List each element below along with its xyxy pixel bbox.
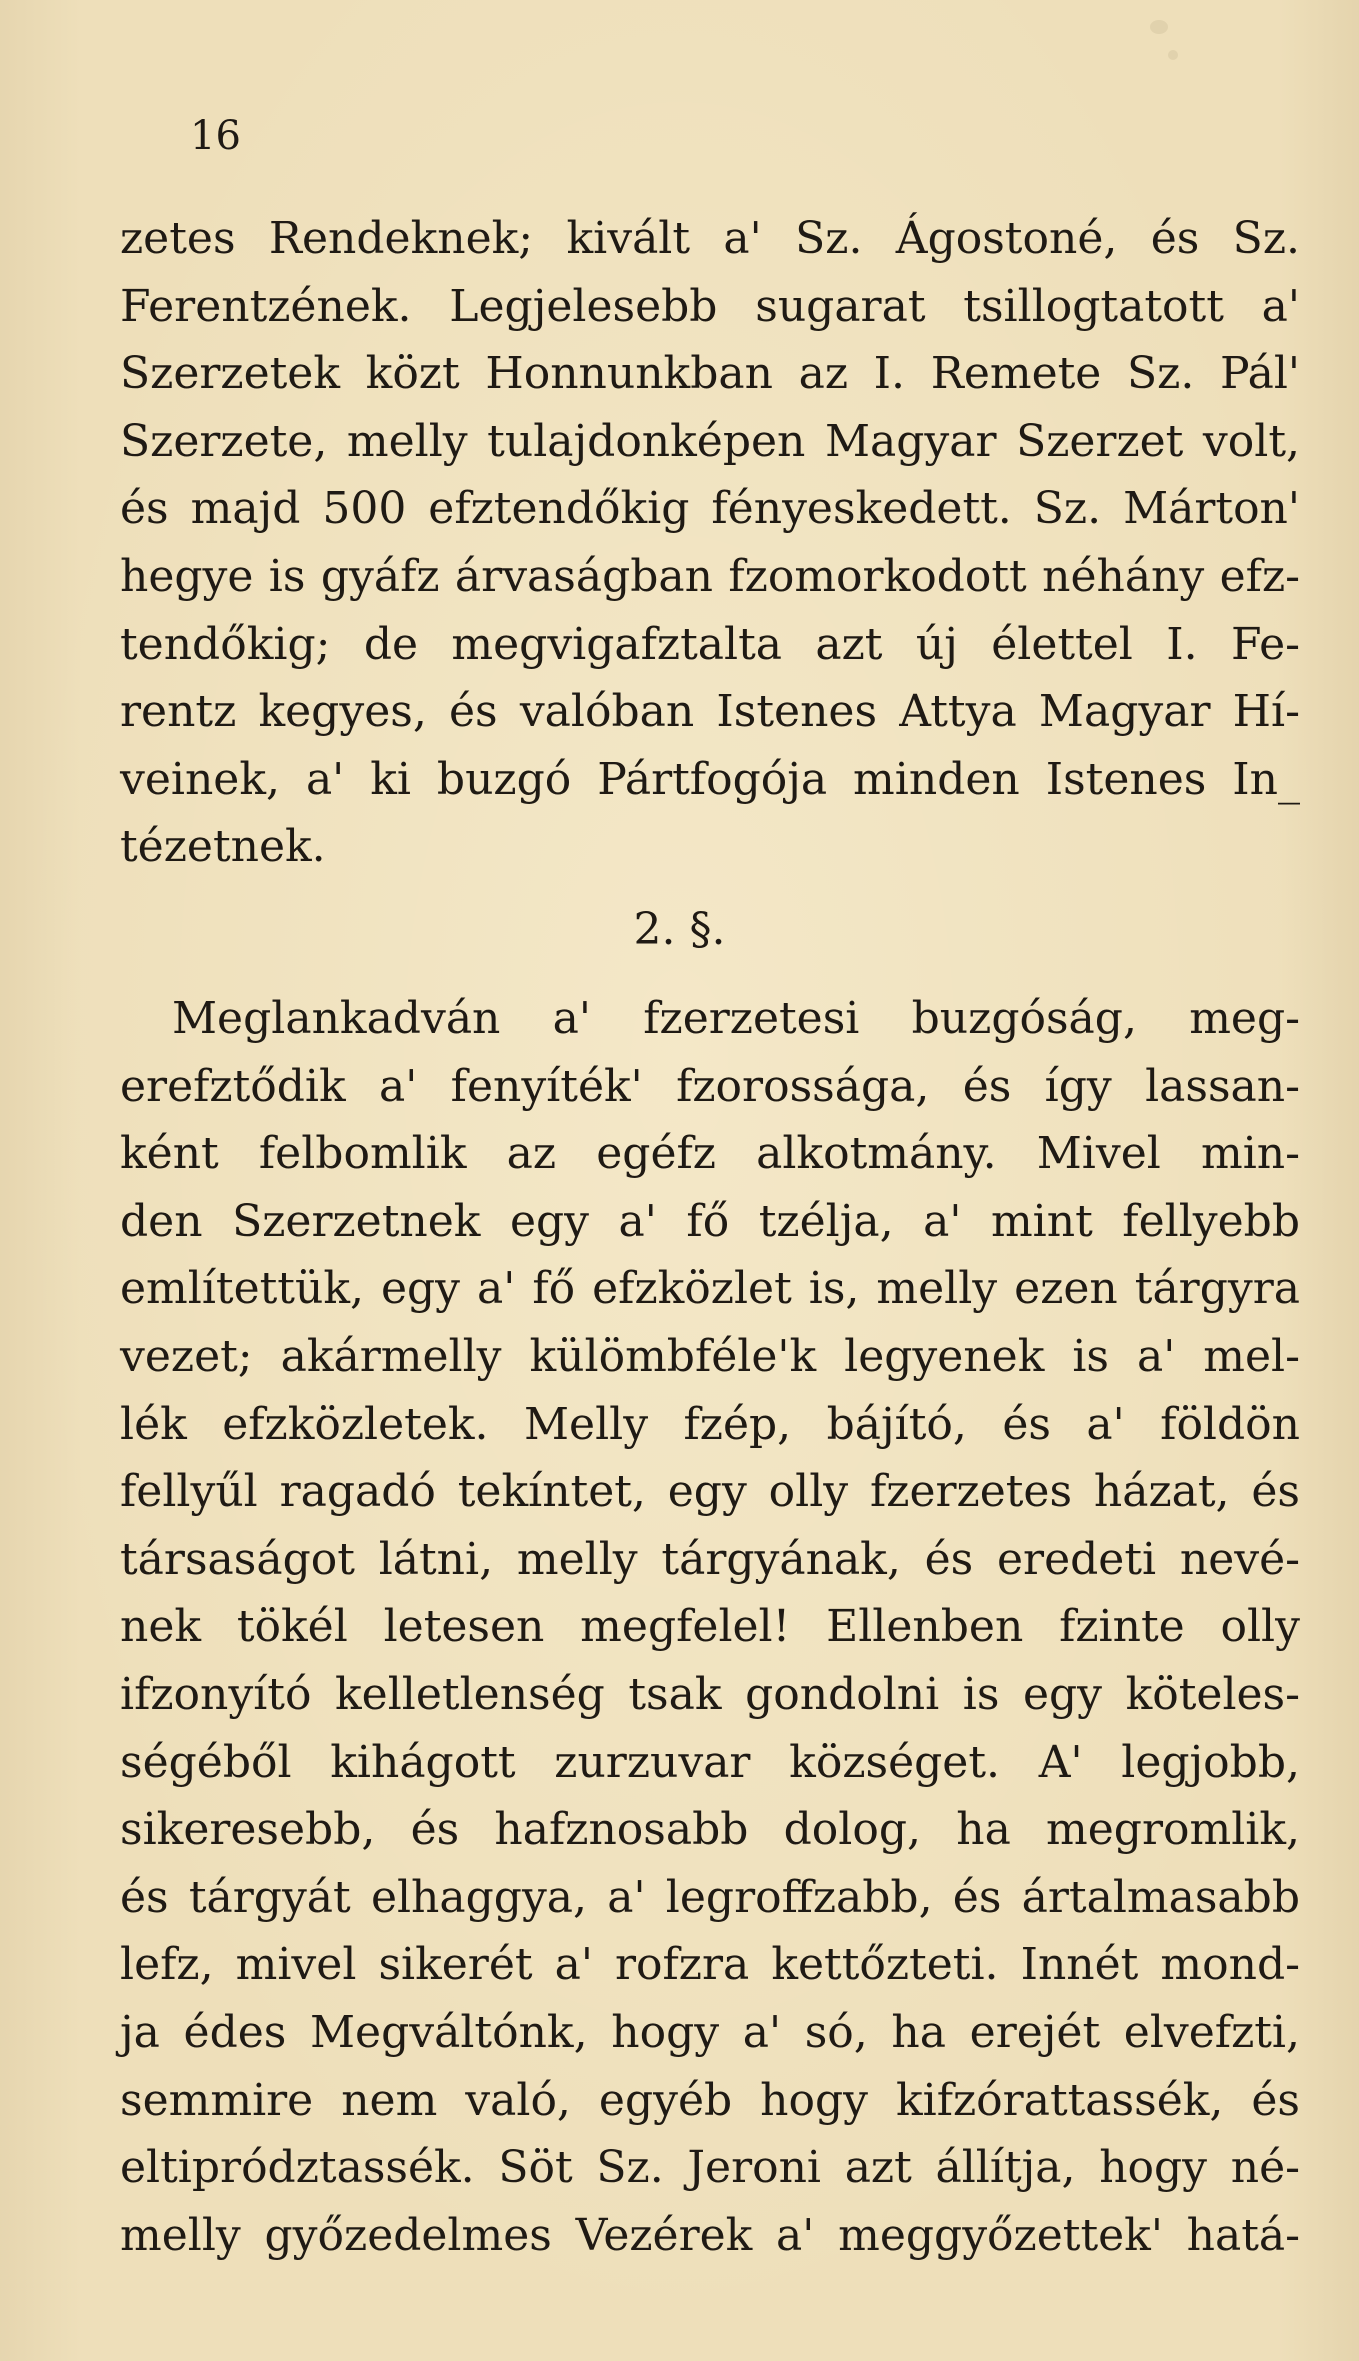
text-line: fellyűl ragadó tekíntet, egy olly fzerzetes házat, és (120, 1466, 1300, 1518)
text-line: Meglankadván a' fzerzetesi buzgóság, meg- (172, 993, 1300, 1044)
text-line: ségéből kihágott zurzuvar községet. A' legjobb, (120, 1736, 1300, 1788)
text-line: melly győzedelmes Vezérek a' meggyőzettek' hatá- (120, 2209, 1300, 2261)
text-line: társaságot látni, melly tárgyának, és eredeti nevé- (120, 1533, 1300, 1585)
text-line: eltiprództassék. Söt Sz. Jeroni azt állítja, hogy né- (120, 2142, 1300, 2194)
text-line: Ferentzének. Legjelesebb sugarat tsillogtatott a' (120, 280, 1300, 332)
text-line: ifzonyító kelletlenség tsak gondolni is egy köteles- (120, 1668, 1300, 1720)
text-line: lék efzközletek. Melly fzép, bájító, és a' földön (120, 1398, 1300, 1450)
text-line: ként felbomlik az egéfz alkotmány. Mivel min- (120, 1128, 1300, 1180)
text-line: említettük, egy a' fő efzközlet is, melly ezen tárgyra (120, 1263, 1300, 1315)
paragraph-1 (120, 205, 1300, 881)
text-line: nek tökél letesen megfelel! Ellenben fzinte olly (120, 1601, 1300, 1653)
text-line: tézetnek. (120, 821, 326, 873)
text-line: erefztődik a' fenyíték' fzorossága, és így lassan- (120, 1060, 1300, 1112)
paper-stain (1150, 20, 1168, 34)
text-line: és majd 500 efztendőkig fényeskedett. Sz. Márton' (120, 483, 1300, 535)
paragraph-2 (120, 985, 1300, 2269)
text-line: semmire nem való, egyéb hogy kifzórattassék, és (120, 2074, 1300, 2126)
text-line: tendőkig; de megvigafztalta azt új élettel I. Fe- (120, 618, 1300, 670)
page-number: 16 (190, 113, 241, 159)
text-line: den Szerzetnek egy a' fő tzélja, a' mint fellyebb (120, 1195, 1300, 1247)
text-line: és tárgyát elhaggya, a' legroffzabb, és ártalmasabb (120, 1871, 1300, 1923)
text-line: veinek, a' ki buzgó Pártfogója minden Istenes In_ (120, 753, 1300, 805)
text-line: hegye is gyáfz árvaságban fzomorkodott néhány efz- (120, 550, 1300, 602)
text-line: ja édes Megváltónk, hogy a' só, ha erejét elvefzti, (120, 2006, 1300, 2058)
text-line: sikeresebb, és hafznosabb dolog, ha megromlik, (120, 1804, 1300, 1856)
text-line: Szerzetek közt Honnunkban az I. Remete Sz. Pál' (120, 348, 1300, 400)
text-line: vezet; akármelly külömbféle'k legyenek is a' mel- (120, 1330, 1300, 1382)
text-line: zetes Rendeknek; kivált a' Sz. Ágostoné, és Sz. (120, 213, 1300, 264)
text-line: lefz, mivel sikerét a' rofzra kettőzteti. Innét mond- (120, 1939, 1300, 1991)
text-line: rentz kegyes, és valóban Istenes Attya Magyar Hí- (120, 686, 1300, 738)
section-heading: 2. §. (633, 904, 726, 955)
text-line: Szerzete, melly tulajdonképen Magyar Szerzet volt, (120, 415, 1300, 467)
paper-stain (1168, 50, 1178, 60)
